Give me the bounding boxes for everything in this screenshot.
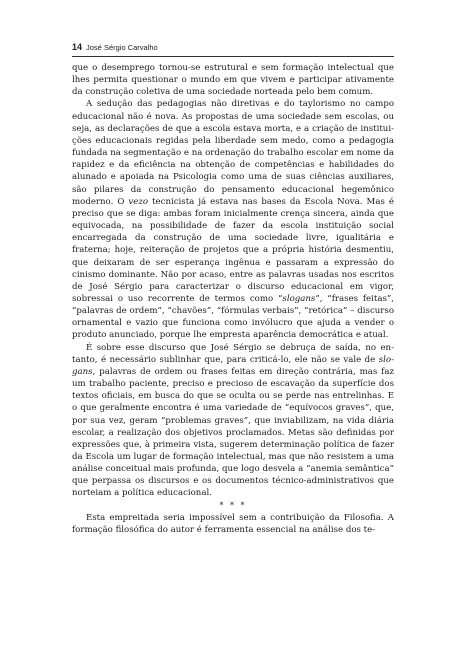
paragraph-2-part-a: A sedução das pedagogias não diretivas e do taylorismo no campo educacional não é nova. As propostas de uma sociedade sem escolas, ou seja, as declarações de que a escola estava morta, e a criação de instituições educacionais regidas pela liberdade sem medo, como a pedagogia fundada na segmentação e na ordenação do trabalho escolar em nome da rapidez e da eficiência na obtenção de competências e habilidades do alunado e apoiada na Psicologia como uma de suas ciências auxiliares, são pilares da construção do pensamento educacional hegemônico moderno. O [72, 99, 394, 207]
book-page [72, 40, 394, 536]
paragraph-2 [72, 98, 394, 341]
page-number: 14 [72, 42, 83, 52]
running-author: José Sérgio Carvalho [86, 43, 158, 52]
paragraph-3-part-a: É sobre esse discurso que José Sérgio se debruça de saída, no entanto, é necessário sublinhar que, para criticá-lo, ele não se vale de [72, 342, 394, 365]
paragraph-3 [72, 342, 394, 500]
paragraph-2-part-b: tecnicista já estava nas bases da Escola Nova. Mas é preciso que se diga: ambas foram inicialmente crença sincera, ainda que equivocada, na possibilidade de fazer da escola instituição social encarregada da construção de uma sociedade livre, igualitária e fraterna; hoje, reiteração de projetos que a própria história desmentiu, que deixaram de ser esperança ingênua e passaram a expressão do cinismo dominante. Não por acaso, entre as palavras usadas nos escritos de José Sérgio para caracterizar o discurso educacional em vigor, sobressai o uso recorrente de termos como “ [72, 196, 394, 304]
paragraph-2-part-c: ”, “frases feitas”, “palavras de ordem”, “chavões”, “fórmulas verbais”, “retórica” – discurso ornamental e vazio que funciona como invólucro que ajuda a vender o produto anunciado, porque lhe empresta aparência democrática e atual. [72, 293, 394, 341]
running-header [72, 40, 394, 57]
paragraph-4: Esta empreitada seria impossível sem a contribuição da Filosofia. A formação filosófica do autor é ferramenta essencial na análise dos te- [72, 512, 394, 535]
body-text [72, 62, 394, 536]
italic-vezo: vezo [128, 196, 149, 207]
paragraph-1: que o desemprego tornou-se estrutural e sem formação intelectual que lhes permita questionar o mundo em que vivem e participar ativamente da construção coletiva de uma sociedade norteada pelo bem comum. [72, 63, 394, 98]
italic-slogans: slogans [282, 293, 316, 304]
italic-slogans-2: slogans [72, 354, 394, 377]
section-separator: * * * [219, 500, 247, 510]
paragraph-3-part-b: , palavras de ordem ou frases feitas em direção contrária, mas faz um trabalho paciente, preciso e precioso de escavação da superfície dos textos oficiais, em busca do que se oculta ou se perde nas entrelinhas. E o que geralmente encontra é uma variedade de “equívocos graves”, que, por sua vez, geram “problemas graves”, que inviabilizam, na vida diária escolar, a realização dos objetivos proclamados. Metas são definidas por expressões que, à primeira vista, sugerem determinação política de fazer da Escola um lugar de formação intelectual, mas que não resistem a uma análise conceitual mais profunda, que logo desvela a “anemia semântica” que perpassa os discursos e os documentos técnico-administrativos que norteiam a política educacional. [72, 366, 394, 499]
